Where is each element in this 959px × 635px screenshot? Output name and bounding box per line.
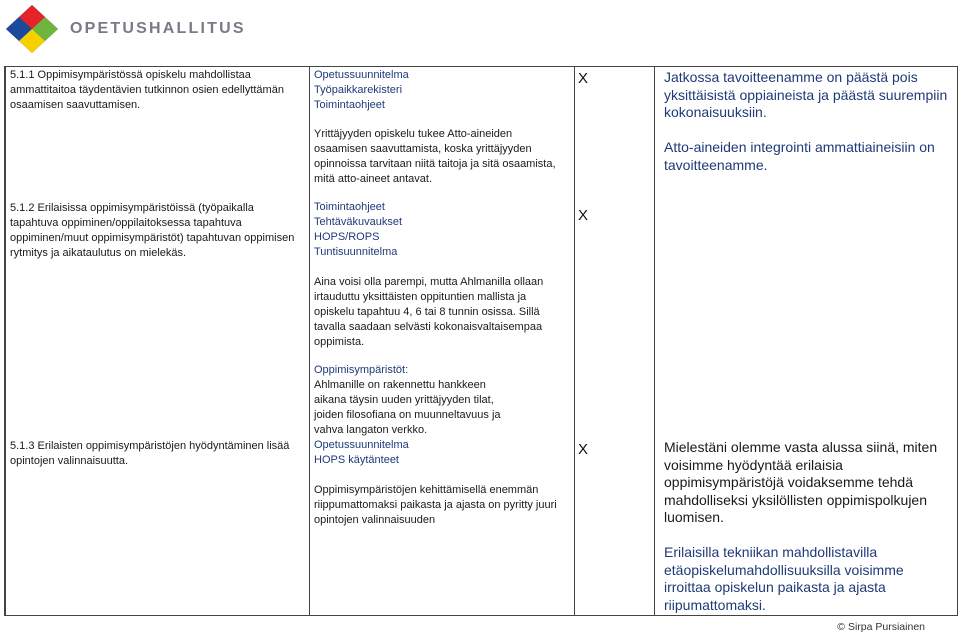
doc-item: HOPS/ROPS	[314, 231, 380, 243]
criterion-5-1-3: 5.1.3 Erilaisten oppimisympäristöjen hyödyntäminen lisää opintojen valinnaisuutta.	[10, 440, 290, 467]
x-mark: X	[578, 207, 589, 224]
env-line: Oppimisympäristöt:	[314, 364, 409, 376]
column-divider	[574, 67, 575, 615]
doc-item: Opetussuunnitelma	[314, 69, 409, 81]
development-goal-2: Atto-aineiden integrointi ammattiaineisiin on tavoitteenamme.	[664, 139, 935, 173]
doc-item: Tehtäväkuvaukset	[314, 216, 403, 228]
opetushallitus-logo	[4, 3, 304, 55]
documents-list-1	[314, 68, 564, 113]
development-goal-4: Erilaisilla tekniikan mahdollistavilla etäopiskelumahdollisuuksilla voisimme irroittaa opiskelun paikasta ja ajasta riipumattomaksi.	[664, 544, 904, 613]
explanation-3: Oppimisympäristöjen kehittämisellä enemmän riippumattomaksi paikasta ja ajasta on pyritty juuri opintojen valinnaisuuden	[314, 484, 557, 526]
doc-item: Työpaikkarekisteri	[314, 84, 403, 96]
criterion-5-1-1: 5.1.1 Oppimisympäristössä opiskelu mahdollistaa ammattitaitoa täydentävien tutkinnon osien edellyttämän osaamisen saavuttamisen.	[10, 69, 284, 111]
brand-name: OPETUSHALLITUS	[70, 20, 246, 37]
env-line: Ahlmanille on rakennettu hankkeen	[314, 379, 486, 391]
explanation-1: Yrittäjyyden opiskelu tukee Atto-aineiden osaamisen saavuttamista, koska yrittäjyyden opinnoissa tarvitaan niitä taitoja ja sitä osaamista, mitä atto-aineet antavat.	[314, 128, 556, 185]
explanation-2: Aina voisi olla parempi, mutta Ahlmanilla ollaan irtauduttu yksittäisten oppituntien mallista ja opiskelu tapahtuu 4, 6 tai 8 tunnin osissa. Sillä tavalla saadaan selvästi kokonaisvaltaisempaa oppimista.	[314, 276, 544, 348]
column-divider	[654, 67, 655, 615]
env-line: aikana täysin uuden yrittäjyyden tilat,	[314, 394, 494, 406]
development-goal-1: Jatkossa tavoitteenamme on päästä pois yksittäisistä oppiaineista ja päästä suurempiin kokonaisuuksiin.	[664, 69, 948, 120]
criterion-5-1-2: 5.1.2 Erilaisissa oppimisympäristöissä (työpaikalla tapahtuva oppiminen/oppilaitoksessa tapahtuva oppiminen/muut oppimisympäristöt) tapahtuvan oppimisen rytmitys ja aikataulutus on mielekäs.	[10, 202, 295, 259]
column-divider	[309, 67, 310, 615]
doc-item: Toimintaohjeet	[314, 99, 385, 111]
x-mark: X	[578, 70, 589, 87]
copyright-footer: © Sirpa Pursiainen	[837, 621, 925, 633]
development-goal-3: Mielestäni olemme vasta alussa siinä, miten voisimme hyödyntää erilaisia oppimisympäristöjä voidaksemme tehdä mahdolliseksi yksilöllisten oppimispolkujen luomisen.	[664, 439, 938, 525]
learning-environments	[314, 363, 564, 468]
env-line: joiden filosofiana on muunneltavuus ja	[314, 409, 501, 421]
env-line: vahva langaton verkko.	[314, 424, 428, 436]
env-line: HOPS käytänteet	[314, 454, 399, 466]
doc-item: Toimintaohjeet	[314, 201, 385, 213]
env-line: Opetussuunnitelma	[314, 439, 409, 451]
x-mark: X	[578, 441, 589, 458]
documents-list-2	[314, 200, 564, 260]
column-divider	[5, 67, 6, 615]
logo-mark-icon	[4, 3, 60, 55]
doc-item: Tuntisuunnitelma	[314, 246, 398, 258]
